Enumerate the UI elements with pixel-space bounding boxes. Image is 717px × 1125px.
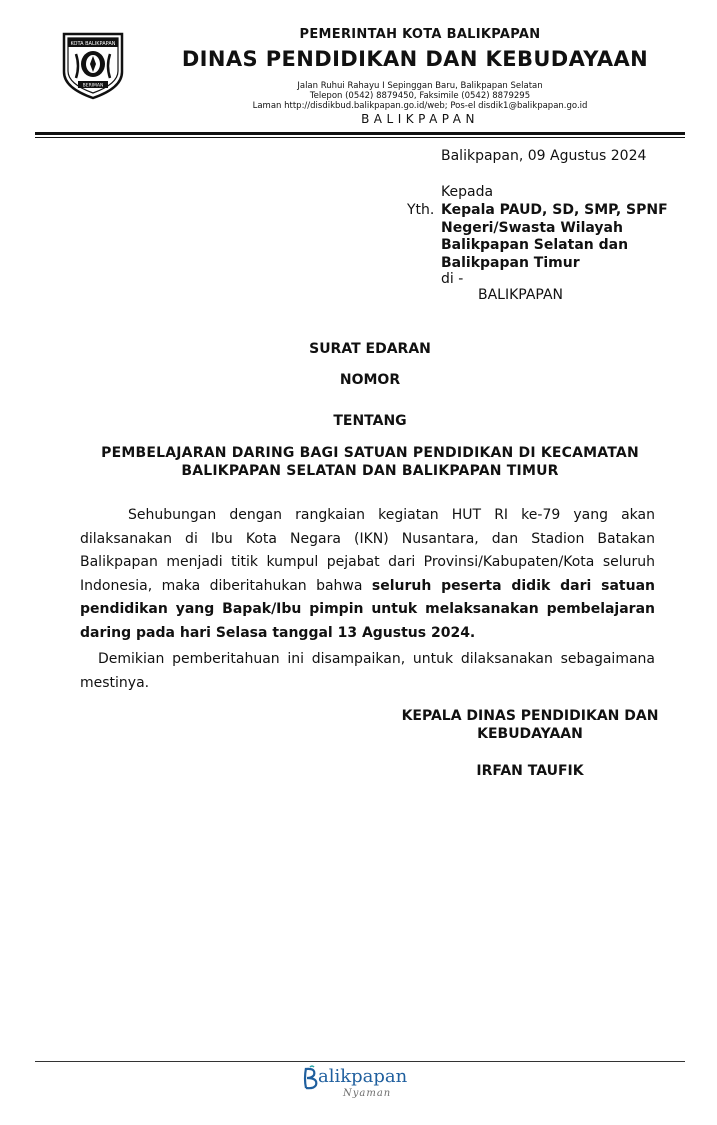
- position-line: KEPALA DINAS PENDIDIKAN DAN: [401, 708, 659, 724]
- recipient-line: Balikpapan Timur: [441, 254, 580, 271]
- government-name: PEMERINTAH KOTA BALIKPAPAN: [299, 27, 541, 42]
- header-divider-thin: [35, 137, 685, 138]
- footer-divider: [35, 1061, 685, 1062]
- letter-date: Balikpapan, 09 Agustus 2024: [441, 148, 647, 164]
- body-paragraph-1: [80, 504, 655, 645]
- recipient-place: BALIKPAPAN: [478, 287, 564, 303]
- footer-tagline: Nyaman: [343, 1088, 392, 1099]
- about-label: TENTANG: [333, 413, 407, 429]
- recipient-line: Kepala PAUD, SD, SMP, SPNF: [441, 202, 668, 218]
- recipient-line: Balikpapan Selatan dan: [441, 237, 629, 253]
- svg-text:KOTA BALIKPAPAN: KOTA BALIKPAPAN: [70, 41, 116, 47]
- letter-type: SURAT EDARAN: [309, 341, 431, 357]
- city-emblem-icon: [58, 28, 128, 100]
- signatory-name: IRFAN TAUFIK: [476, 763, 584, 776]
- subject-line: PEMBELAJARAN DARING BAGI SATUAN PENDIDIKAN DI KECAMATAN: [101, 445, 639, 461]
- letter-number-label: NOMOR: [339, 372, 401, 388]
- office-phone: Telepon (0542) 8879450, Faksimile (0542) 8879295: [309, 91, 531, 101]
- recipient-line: Negeri/Swasta Wilayah: [441, 219, 623, 236]
- letterhead-city: BALIKPAPAN: [361, 112, 479, 126]
- footer-brand: alikpapan: [318, 1066, 408, 1087]
- body-text: Sehubungan dengan rangkaian kegiatan HUT RI ke-79 yang akan dilaksanakan di Ibu Kota Negara (IKN) Nusantara, dan Stadion Batakan Balikpapan menjadi titik kumpul pejabat dari Provinsi/Kabupaten/Kota seluruh Indonesia, maka diberitahukan bahwa: [80, 507, 655, 594]
- to-label: Kepada: [441, 184, 494, 200]
- svg-text:BERIMAN: BERIMAN: [82, 83, 104, 89]
- letter-subject: [80, 444, 660, 480]
- yth-label: Yth.: [407, 202, 435, 218]
- department-name: DINAS PENDIDIKAN DAN KEBUDAYAAN: [181, 47, 649, 71]
- header-divider-thick: [35, 132, 685, 135]
- body-emphasis: seluruh peserta didik dari satuan pendidikan yang Bapak/Ibu pimpin untuk melaksanakan pembelajaran daring pada hari Selasa tanggal 13 Agustus 2024.: [80, 577, 656, 641]
- signatory-position: [380, 708, 680, 743]
- di-label: di -: [441, 271, 464, 287]
- office-address: Jalan Ruhui Rahayu I Sepinggan Baru, Balikpapan Selatan: [297, 81, 543, 91]
- office-website: Laman http://disdikbud.balikpapan.go.id/web; Pos-el disdik1@balikpapan.go.id: [252, 101, 588, 111]
- recipient: [441, 202, 701, 272]
- body-paragraph-2: Demikian pemberitahuan ini disampaikan, untuk dilaksanakan sebagaimana mestinya.: [80, 651, 655, 691]
- subject-line: BALIKPAPAN SELATAN DAN BALIKPAPAN TIMUR: [181, 463, 559, 479]
- position-line: KEBUDAYAAN: [477, 725, 583, 742]
